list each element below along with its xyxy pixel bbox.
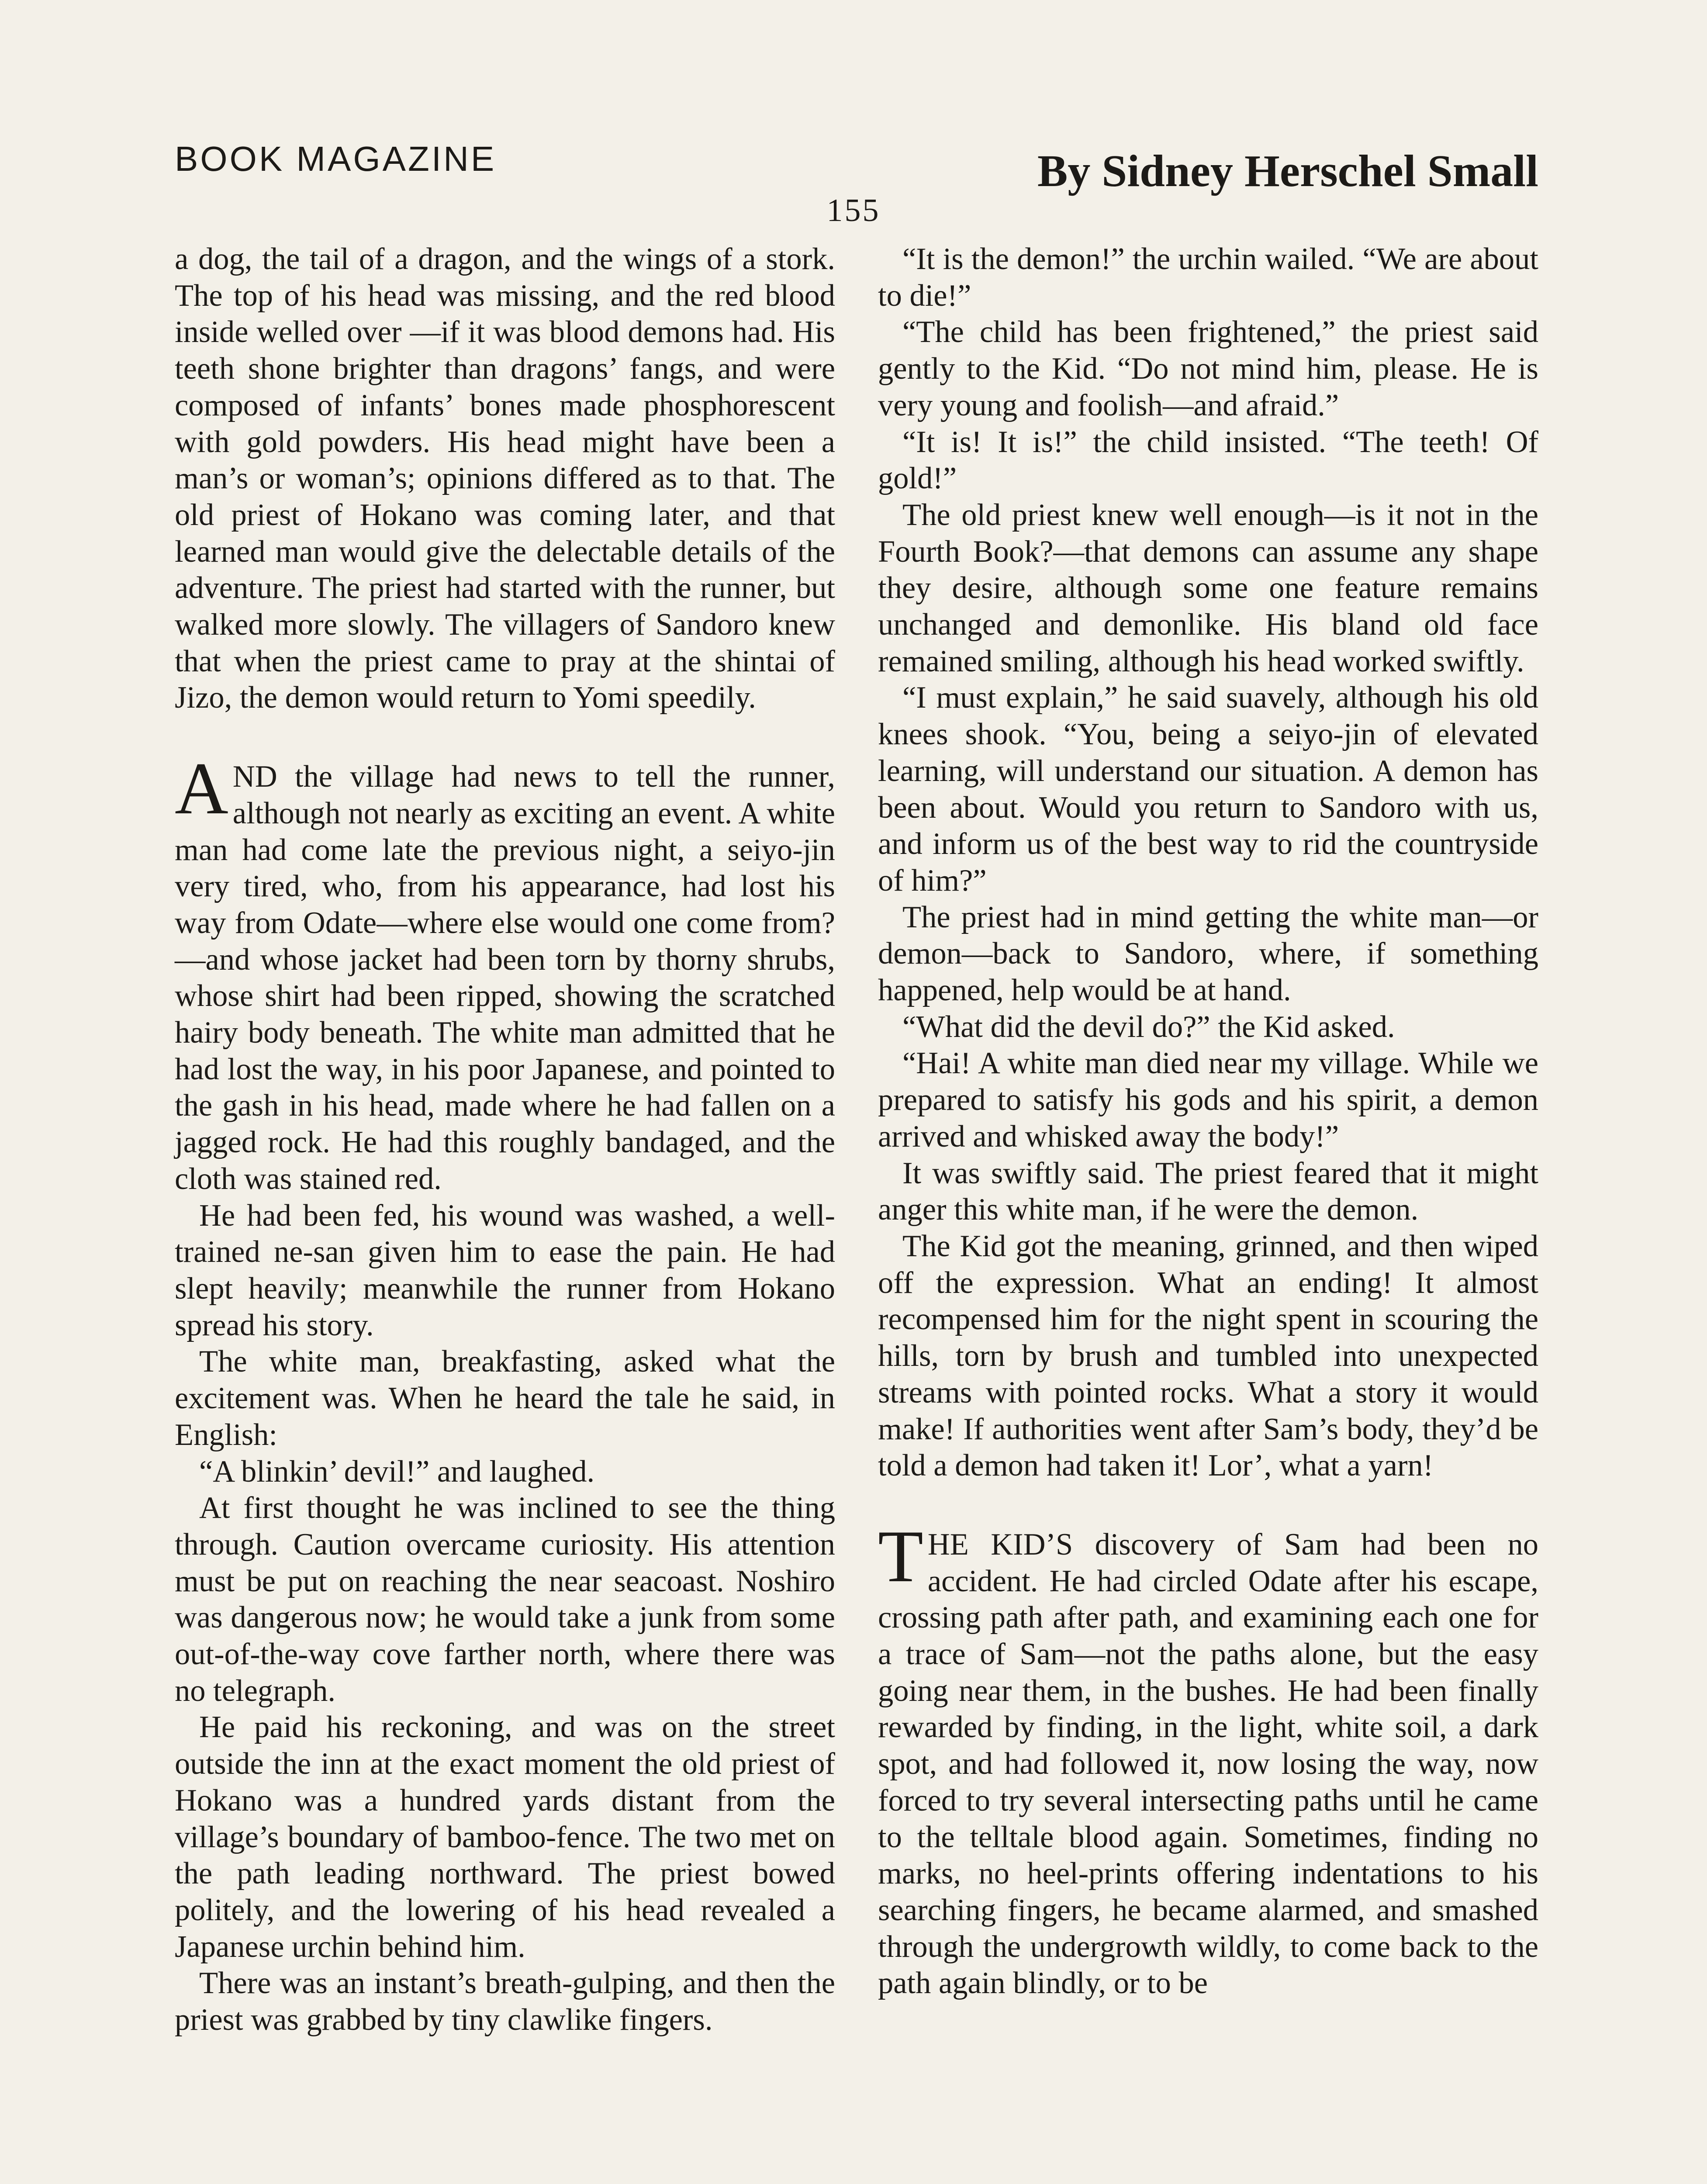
paragraph: The Kid got the meaning, grinned, and then wiped off the expression. What an ending! It almost recompensed him for the night spent in scouring the hills, torn by brush and tumbled into unexpected streams with pointed rocks. What a story it would make! If authorities went after Sam’s body, they’d be told a demon had taken it! Lor’, what a yarn! (878, 1229, 1538, 1483)
paragraph: He paid his reckoning, and was on the street outside the inn at the exact moment the old priest of Hokano was a hundred yards distant from the village’s boundary of bamboo-fence. The two met on the path leading northward. The priest bowed politely, and the lowering of his head revealed a Japanese urchin behind him. (175, 1710, 835, 1964)
paragraph: The priest had in mind getting the white man—or demon—back to Sandoro, where, if something happened, help would be at hand. (878, 900, 1538, 1008)
page-number: 155 (826, 193, 881, 228)
paragraph: “I must explain,” he said suavely, although his old knees shook. “You, being a seiyo-jin of elevated learning, will understand our situation. A demon has been about. Would you return to Sandoro with us, and inform us of the best way to rid the countryside of him?” (878, 681, 1538, 898)
left-column (175, 241, 835, 2039)
author-byline: By Sidney Herschel Small (1037, 146, 1538, 196)
paragraph: “It is! It is!” the child insisted. “The teeth! Of gold!” (878, 425, 1538, 496)
paragraph: He had been fed, his wound was washed, a well-trained ne-san given him to ease the pain. He had slept heavily; meanwhile the runner from Hokano spread his story. (175, 1198, 835, 1342)
paragraph: It was swiftly said. The priest feared that it might anger this white man, if he were the demon. (878, 1156, 1538, 1227)
paragraph-dropcap: THE KID’S discovery of Sam had been no accident. He had circled Odate after his escape, crossing path after path, and examining each one for a trace of Sam—not the paths alone, but the easy going near them, in the bushes. He had been finally rewarded by finding, in the light, white soil, a dark spot, and had followed it, now losing the way, now forced to try several intersecting paths until he came to the telltale blood again. Sometimes, finding no marks, no heel-prints offering indentations to his searching fingers, he became alarmed, and smashed through the undergrowth wildly, to come back to the path again blindly, or to be (878, 1515, 1538, 2001)
paragraph: There was an instant’s breath-gulping, and then the priest was grabbed by tiny clawlike fingers. (175, 1966, 835, 2037)
paragraph: “A blinkin’ devil!” and laughed. (199, 1454, 595, 1489)
paragraph: The old priest knew well enough—is it not in the Fourth Book?—that demons can assume any shape they desire, although some one feature remains unchanged and demonlike. His bland old face remained smiling, although his head worked swiftly. (878, 498, 1538, 678)
paragraph: At first thought he was inclined to see the thing through. Caution overcame curiosity. His attention must be put on reaching the near seacoast. Noshiro was dangerous now; he would take a junk from some out-of-the-way cove farther north, where there was no telegraph. (175, 1491, 835, 1708)
magazine-title: BOOK MAGAZINE (175, 139, 497, 178)
right-column (878, 241, 1538, 2002)
paragraph: The white man, breakfasting, asked what the excitement was. When he heard the tale he said, in English: (175, 1344, 835, 1452)
paragraph: “The child has been frightened,” the priest said gently to the Kid. “Do not mind him, please. He is very young and foolish—and afraid.” (878, 315, 1538, 422)
paragraph: “What did the devil do?” the Kid asked. (902, 1009, 1395, 1044)
paragraph: a dog, the tail of a dragon, and the wings of a stork. The top of his head was missing, and the red blood inside welled over —if it was blood demons had. His teeth shone brighter than dragons’ fangs, and were composed of infants’ bones made phosphorescent with gold powders. His head might have been a man’s or woman’s; opinions differed as to that. The old priest of Hokano was coming later, and that learned man would give the delectable details of the adventure. The priest had started with the runner, but walked more slowly. The villagers of Sandoro knew that when the priest came to pray at the shintai of Jizo, the demon would return to Yomi speedily. (175, 242, 835, 715)
paragraph: “Hai! A white man died near my village. While we prepared to satisfy his gods and his spirit, a demon arrived and whisked away the body!” (878, 1046, 1538, 1154)
paragraph-dropcap: AND the village had news to tell the runner, although not nearly as exciting an event. A white man had come late the previous night, a seiyo-jin very tired, who, from his appearance, had lost his way from Odate—where else would one come from? —and whose jacket had been torn by thorny shrubs, whose shirt had been ripped, showing the scratched hairy body beneath. The white man admitted that he had lost the way, in his poor Japanese, and pointed to the gash in his head, made where he had fallen on a jagged rock. He had this roughly bandaged, and the cloth was stained red. (175, 747, 835, 1196)
paragraph: “It is the demon!” the urchin wailed. “We are about to die!” (878, 242, 1538, 313)
